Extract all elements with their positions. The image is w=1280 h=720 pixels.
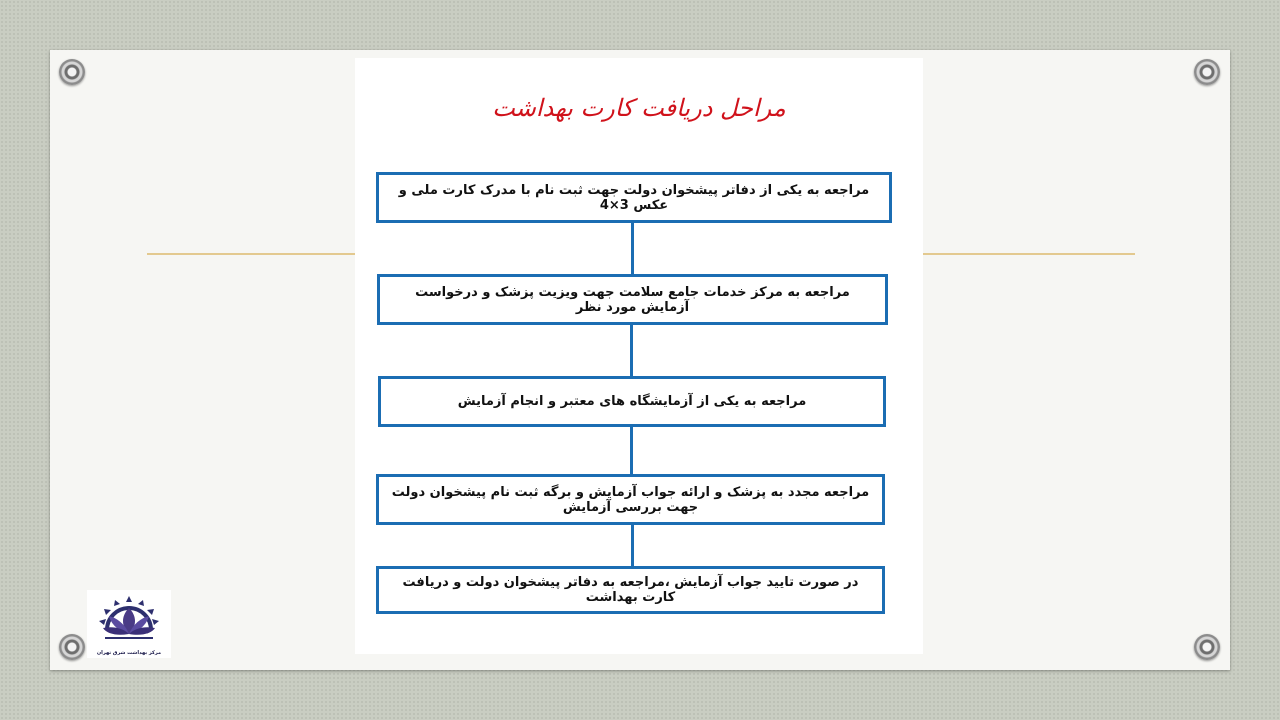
diagram-title: مراحل دریافت کارت بهداشت: [492, 94, 786, 122]
logo-caption: مرکز بهداشت شرق تهران: [96, 650, 162, 656]
rivet-top-left-icon: [59, 59, 85, 85]
lotus-logo-icon: [95, 594, 163, 646]
flow-step-3: مراجعه به یکی از آزمایشگاه های معتبر و انجام آزمایش: [378, 376, 886, 427]
rivet-top-right-icon: [1194, 59, 1220, 85]
rivet-bottom-left-icon: [59, 634, 85, 660]
flow-step-1: مراجعه به یکی از دفاتر پیشخوان دولت جهت ثبت نام با مدرک کارت ملی و عکس 3×4: [376, 172, 892, 223]
slide: [50, 50, 1230, 670]
connector-2: [630, 324, 633, 376]
rivet-bottom-right-icon: [1194, 634, 1220, 660]
connector-3: [630, 427, 633, 475]
flow-step-2: مراجعه به مرکز خدمات جامع سلامت جهت ویزیت پزشک و درخواست آزمایش مورد نظر: [377, 274, 888, 325]
connector-1: [631, 222, 634, 274]
flow-step-4: مراجعه مجدد به پزشک و ارائه جواب آزمایش و برگه ثبت نام پیشخوان دولت جهت بررسی آزمایش: [376, 474, 885, 525]
flowchart-panel: [355, 58, 923, 654]
connector-4: [631, 524, 634, 566]
organization-logo: [87, 590, 171, 658]
flow-step-5: در صورت تایید جواب آزمایش ،مراجعه به دفاتر پیشخوان دولت و دریافت کارت بهداشت: [376, 566, 885, 614]
